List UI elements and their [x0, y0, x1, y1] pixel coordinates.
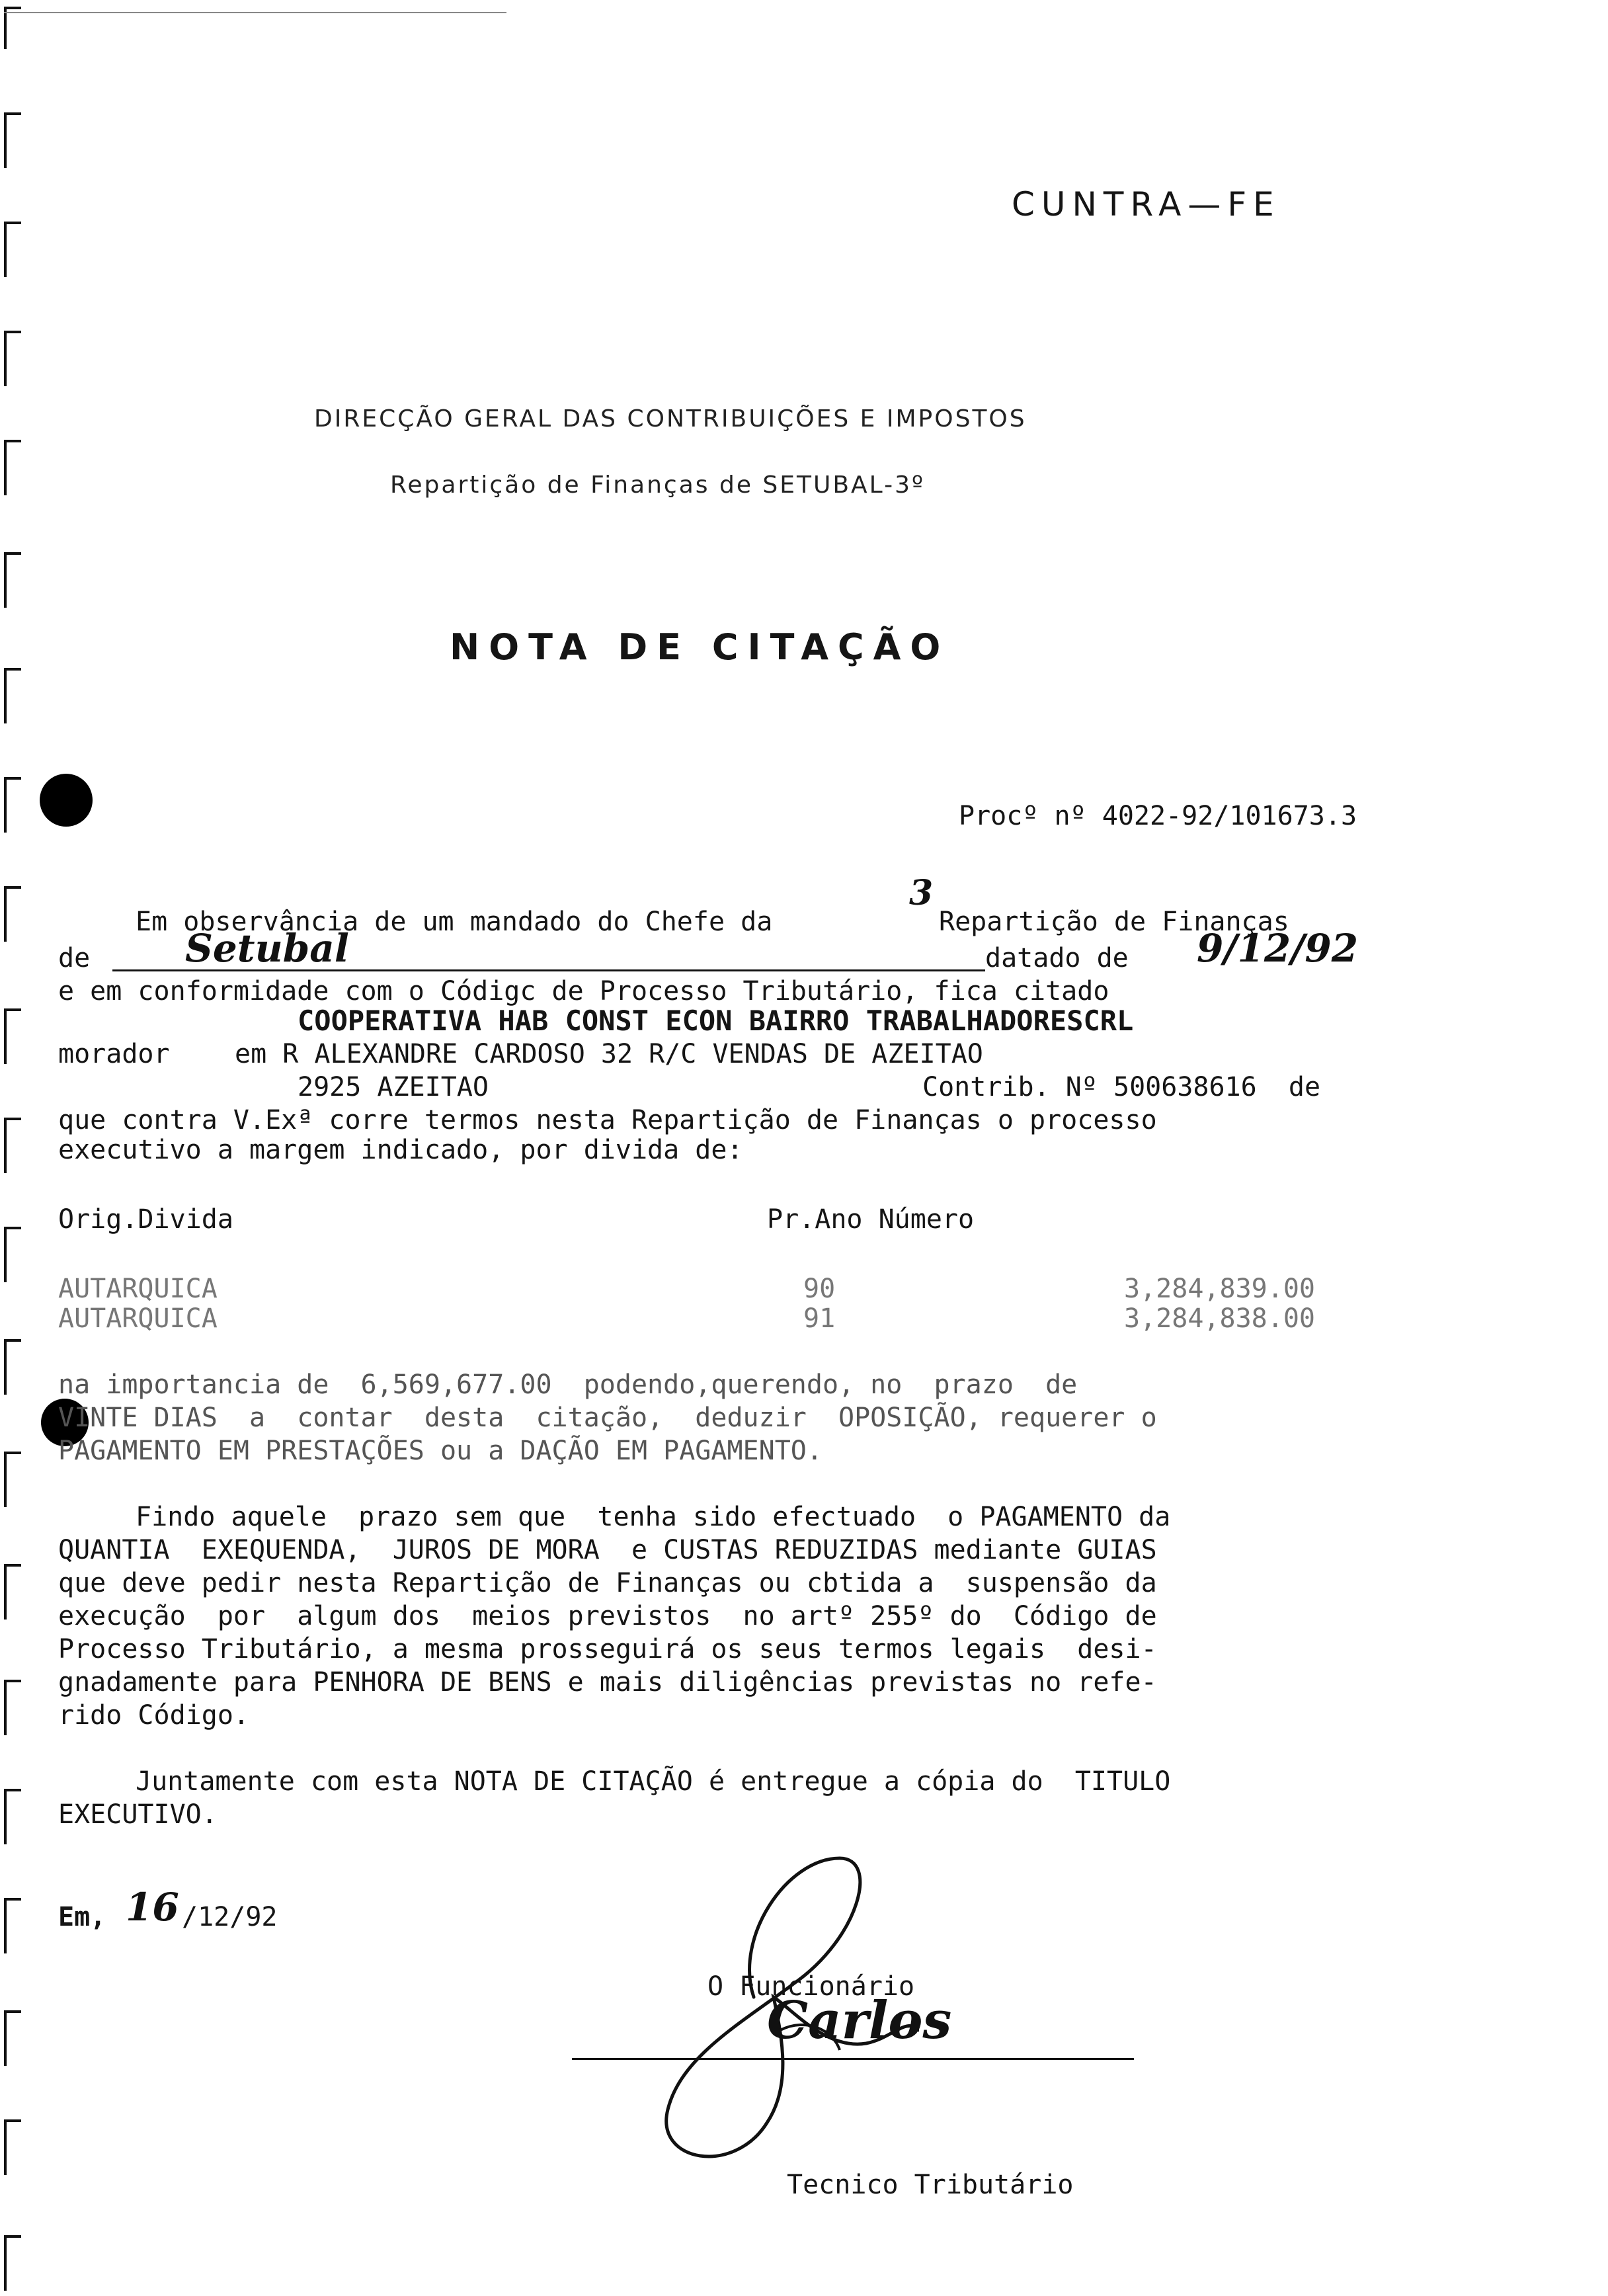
intro-line-7: que contra V.Exª corre termos nesta Repartição de Finanças o processo: [58, 1105, 1157, 1135]
debt-origin: AUTARQUICA: [58, 1274, 218, 1304]
handwritten-place: Setubal: [185, 926, 349, 971]
contrib-number: Contrib. Nº 500638616 de: [922, 1072, 1321, 1102]
punch-hole: [40, 774, 93, 827]
signature: Carlos: [767, 1990, 952, 2051]
debt-year: 91: [803, 1303, 836, 1334]
body-p2-line-5: Processo Tributário, a mesma prosseguirá os seus termos legais desi-: [58, 1634, 1157, 1664]
office-heading: Repartição de Finanças de SETUBAL-3º: [390, 472, 925, 499]
date-prefix: Em,: [58, 1902, 106, 1932]
debtor-name: COOPERATIVA HAB CONST ECON BAIRRO TRABALHADORESCRL: [298, 1004, 1134, 1037]
page-title: NOTA DE CITAÇÃO: [450, 626, 950, 668]
body-p3-line-2: EXECUTIVO.: [58, 1799, 218, 1830]
top-edge-line: [4, 12, 506, 13]
intro-line-1-right: Repartição de Finanças: [939, 907, 1289, 937]
date-suffix: /12/92: [182, 1902, 278, 1932]
intro-line-8: executivo a margem indicado, por divida de:: [58, 1135, 743, 1165]
address-label: morador: [58, 1039, 170, 1069]
intro-line-2-prefix: de: [58, 943, 91, 973]
debt-amount: 3,284,839.00: [1124, 1274, 1315, 1304]
body-p2-line-4: execução por algum dos meios previstos no artº 255º do Código de: [58, 1601, 1157, 1631]
body-p2-line-1: Findo aquele prazo sem que tenha sido efectuado o PAGAMENTO da: [136, 1502, 1171, 1532]
intro-line-2-datado: datado de: [985, 943, 1129, 973]
handwritten-day: 16: [126, 1885, 179, 1930]
body-p1-line-2: VINTE DIAS a contar desta citação, deduzir OPOSIÇÃO, requerer o: [58, 1403, 1157, 1433]
body-p2-line-7: rido Código.: [58, 1700, 249, 1731]
body-p2-line-2: QUANTIA EXEQUENDA, JUROS DE MORA e CUSTAS REDUZIDAS mediante GUIAS: [58, 1535, 1157, 1565]
column-header-year-number: Pr.Ano Número: [767, 1204, 975, 1235]
postal-code: 2925 AZEITAO: [298, 1072, 489, 1102]
body-p2-line-3: que deve pedir nesta Repartição de Finanças ou cbtida a suspensão da: [58, 1568, 1157, 1598]
body-p1-line-3: PAGAMENTO EM PRESTAÇÕES ou a DAÇÃO EM PAGAMENTO.: [58, 1436, 823, 1466]
handwritten-note: 3: [909, 873, 934, 913]
debt-amount: 3,284,838.00: [1124, 1303, 1315, 1334]
debt-year: 90: [803, 1274, 836, 1304]
process-number: Procº nº 4022-92/101673.3: [959, 801, 1357, 831]
body-p2-line-6: gnadamente para PENHORA DE BENS e mais diligências previstas no refe-: [58, 1667, 1157, 1698]
body-p3-line-1: Juntamente com esta NOTA DE CITAÇÃO é entregue a cópia do TITULO: [136, 1766, 1171, 1797]
official-role: Tecnico Tributário: [787, 2170, 1074, 2200]
intro-line-3: e em conformidade com o Códigc de Processo Tributário, fica citado: [58, 976, 1109, 1006]
column-header-orig: Orig.Divida: [58, 1204, 233, 1235]
department-heading: DIRECÇÃO GERAL DAS CONTRIBUIÇÕES E IMPOSTOS: [314, 405, 1027, 432]
handwritten-date: 9/12/92: [1197, 926, 1359, 971]
official-label: O Funcionário: [707, 1971, 915, 2002]
address: em R ALEXANDRE CARDOSO 32 R/C VENDAS DE AZEITAO: [235, 1039, 983, 1069]
body-p1-line-1: na importancia de 6,569,677.00 podendo,querendo, no prazo de: [58, 1370, 1078, 1400]
stamp-contra-fe: CUNTRA—FE: [1012, 185, 1281, 224]
debt-origin: AUTARQUICA: [58, 1303, 218, 1334]
intro-line-1-left: Em observância de um mandado do Chefe da: [136, 907, 773, 937]
